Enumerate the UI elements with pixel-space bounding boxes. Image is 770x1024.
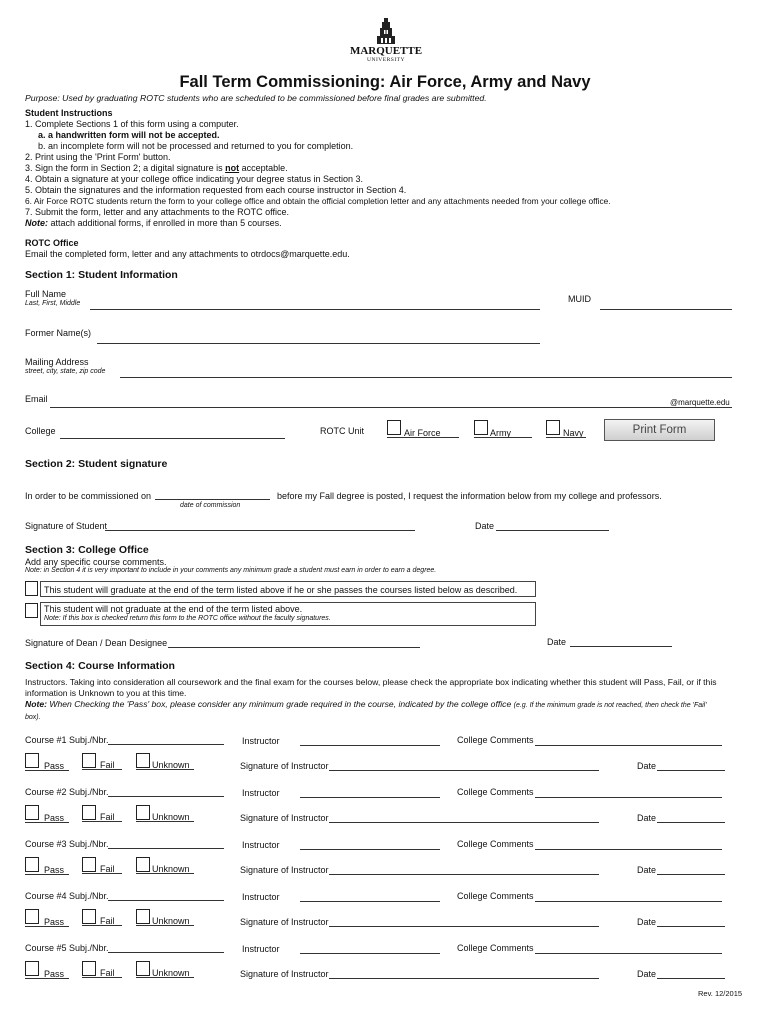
section4-note-label: Note:: [25, 699, 47, 709]
course-2-label: Course #2 Subj./Nbr.: [25, 787, 109, 797]
course-5-instructor-label: Instructor: [242, 944, 280, 954]
course-2-date-field[interactable]: [657, 822, 725, 823]
rotc-office-heading: ROTC Office: [25, 238, 79, 248]
course-3-unknown-label: Unknown: [152, 864, 190, 874]
section2-heading: Section 2: Student signature: [25, 458, 168, 470]
former-names-label: Former Name(s): [25, 328, 92, 338]
mailing-address-label: Mailing Address: [25, 357, 89, 367]
section4-instructions: [25, 677, 745, 723]
student-date-label: Date: [475, 521, 495, 531]
course-2-unknown-line: [136, 821, 194, 822]
instruction-4: 4. Obtain a signature at your college office indicating your degree status in Section 3.: [25, 174, 364, 184]
course-3-instructor-field[interactable]: [300, 849, 440, 850]
course-2-signature-label: Signature of Instructor: [240, 813, 329, 823]
instruction-3-not: not: [225, 163, 240, 173]
course-5-signature-label: Signature of Instructor: [240, 969, 329, 979]
student-signature-field[interactable]: [105, 530, 415, 531]
course-4-label: Course #4 Subj./Nbr.: [25, 891, 109, 901]
instructions-heading: Student Instructions: [25, 108, 113, 118]
course-4-comments-field[interactable]: [535, 901, 722, 902]
section4-note-text: When Checking the 'Pass' box, please consider any minimum grade required in the course, indicated by the college office: [46, 699, 514, 709]
section4-note-small: (e.g. If the minimum grade is not reached, then check the 'Fail': [513, 702, 707, 709]
section4-heading: Section 4: Course Information: [25, 660, 175, 672]
navy-checkbox[interactable]: [546, 420, 560, 435]
course-2-instructor-field[interactable]: [300, 797, 440, 798]
course-5-subj-field[interactable]: [108, 952, 224, 953]
will-not-graduate-label: This student will not graduate at the end of the term listed above.: [44, 604, 303, 614]
commission-date-hint: date of commission: [180, 502, 241, 509]
course-2-subj-field[interactable]: [108, 796, 224, 797]
course-3-date-field[interactable]: [657, 874, 725, 875]
commission-text-a: In order to be commissioned on: [25, 491, 152, 501]
commission-text-b: before my Fall degree is posted, I request the information below from my college and professors.: [277, 491, 662, 501]
course-5-fail-checkbox[interactable]: [82, 961, 96, 976]
air-force-line: [387, 437, 459, 438]
course-1-fail-line: [82, 769, 122, 770]
college-label: College: [25, 426, 56, 436]
student-date-field[interactable]: [496, 530, 609, 531]
instruction-5: 5. Obtain the signatures and the information requested from each course instructor in Section 4.: [25, 185, 407, 195]
course-3-pass-line: [25, 874, 69, 875]
instruction-3-b: acceptable.: [239, 163, 288, 173]
student-signature-label: Signature of Student: [25, 521, 108, 531]
instruction-1: 1. Complete Sections 1 of this form using a computer.: [25, 119, 239, 129]
air-force-label: Air Force: [404, 428, 441, 438]
will-not-graduate-note: Note: If this box is checked return this form to the ROTC office without the faculty signatures.: [44, 615, 331, 622]
logo-sub: UNIVERSITY: [367, 57, 405, 63]
course-5-pass-line: [25, 978, 69, 979]
army-checkbox[interactable]: [474, 420, 488, 435]
instruction-1a: a. a handwritten form will not be accepted.: [38, 130, 220, 140]
course-4-signature-field[interactable]: [329, 926, 599, 927]
course-4-unknown-checkbox[interactable]: [136, 909, 150, 924]
course-3-fail-checkbox[interactable]: [82, 857, 96, 872]
muid-field[interactable]: [600, 309, 732, 310]
army-line: [474, 437, 532, 438]
course-4-date-field[interactable]: [657, 926, 725, 927]
section4-instr-2: information is Unknown to you at this time.: [25, 688, 187, 698]
page-title: Fall Term Commissioning: Air Force, Army and Navy: [179, 73, 591, 91]
email-label: Email: [25, 394, 48, 404]
will-graduate-label: This student will graduate at the end of the term listed above if he or she passes the courses listed below as described.: [44, 585, 518, 595]
course-4-instructor-field[interactable]: [300, 901, 440, 902]
course-4-unknown-label: Unknown: [152, 916, 190, 926]
course-5-date-label: Date: [637, 969, 657, 979]
former-names-field[interactable]: [97, 343, 540, 344]
course-2-comments-field[interactable]: [535, 797, 722, 798]
course-4-instructor-label: Instructor: [242, 892, 280, 902]
full-name-field[interactable]: [90, 309, 540, 310]
full-name-label: Full Name: [25, 289, 67, 299]
full-name-hint: Last, First, Middle: [25, 300, 81, 307]
course-2-fail-line: [82, 821, 122, 822]
course-4-fail-label: Fail: [100, 916, 115, 926]
course-3-pass-checkbox[interactable]: [25, 857, 39, 872]
course-2-unknown-label: Unknown: [152, 812, 190, 822]
instruction-3-a: 3. Sign the form in Section 2; a digital signature is: [25, 163, 226, 173]
course-3-unknown-checkbox[interactable]: [136, 857, 150, 872]
course-3-comments-label: College Comments: [457, 839, 534, 849]
section1-heading: Section 1: Student Information: [25, 269, 178, 281]
course-1-signature-field[interactable]: [329, 770, 599, 771]
course-1-pass-checkbox[interactable]: [25, 753, 39, 768]
course-4-fail-line: [82, 925, 122, 926]
section4-instr-1: Instructors. Taking into consideration all coursework and the final exam for the courses below, please check the appropriate box indicating whether this student will Pass, Fail, or if this: [25, 677, 717, 687]
course-5-unknown-checkbox[interactable]: [136, 961, 150, 976]
course-3-pass-label: Pass: [44, 865, 65, 875]
instruction-3: [25, 163, 288, 173]
course-5-label: Course #5 Subj./Nbr.: [25, 943, 109, 953]
course-1-signature-label: Signature of Instructor: [240, 761, 329, 771]
course-4-unknown-line: [136, 925, 194, 926]
course-1-unknown-label: Unknown: [152, 760, 190, 770]
navy-label: Navy: [563, 428, 584, 438]
course-5-unknown-line: [136, 977, 194, 978]
course-5-instructor-field[interactable]: [300, 953, 440, 954]
course-1-fail-checkbox[interactable]: [82, 753, 96, 768]
email-field[interactable]: [50, 407, 732, 408]
course-4-pass-label: Pass: [44, 917, 65, 927]
course-3-instructor-label: Instructor: [242, 840, 280, 850]
course-4-fail-checkbox[interactable]: [82, 909, 96, 924]
section3-sub: Add any specific course comments.: [25, 557, 167, 567]
course-1-unknown-line: [136, 769, 194, 770]
course-2-pass-checkbox[interactable]: [25, 805, 39, 820]
course-5-pass-label: Pass: [44, 969, 65, 979]
instruction-1b: b. an incomplete form will not be processed and returned to you for completion.: [38, 141, 354, 151]
print-form-button[interactable]: Print Form: [604, 419, 715, 441]
dean-signature-field[interactable]: [168, 647, 420, 648]
section4-note-small2: box).: [25, 714, 41, 721]
course-5-signature-field[interactable]: [329, 978, 599, 979]
course-5-pass-checkbox[interactable]: [25, 961, 39, 976]
rotc-unit-label: ROTC Unit: [320, 426, 365, 436]
dean-date-label: Date: [547, 637, 567, 647]
instruction-7: 7. Submit the form, letter and any attachments to the ROTC office.: [25, 207, 289, 217]
email-domain: @marquette.edu: [670, 398, 730, 407]
purpose-text: Purpose: Used by graduating ROTC students who are scheduled to be commissioned before final grades are submitted.: [25, 93, 487, 103]
tower-icon: [375, 18, 397, 44]
mailing-address-hint: street, city, state, zip code: [25, 368, 106, 375]
air-force-checkbox[interactable]: [387, 420, 401, 435]
instruction-note: [25, 218, 282, 228]
course-2-pass-label: Pass: [44, 813, 65, 823]
course-1-instructor-field[interactable]: [300, 745, 440, 746]
course-5-comments-label: College Comments: [457, 943, 534, 953]
mailing-address-field[interactable]: [120, 377, 732, 378]
instruction-6: 6. Air Force ROTC students return the form to your college office and obtain the official completion letter and any attachments needed from your college office.: [25, 196, 611, 206]
will-graduate-checkbox[interactable]: [25, 581, 38, 596]
logo-name: MARQUETTE: [349, 45, 423, 57]
course-5-fail-line: [82, 977, 122, 978]
course-2-date-label: Date: [637, 813, 657, 823]
course-1-pass-label: Pass: [44, 761, 65, 771]
course-1-comments-label: College Comments: [457, 735, 534, 745]
course-3-fail-line: [82, 873, 122, 874]
course-1-unknown-checkbox[interactable]: [136, 753, 150, 768]
dean-signature-label: Signature of Dean / Dean Designee: [25, 638, 168, 648]
dean-date-field[interactable]: [570, 646, 672, 647]
course-2-unknown-checkbox[interactable]: [136, 805, 150, 820]
course-2-comments-label: College Comments: [457, 787, 534, 797]
course-3-fail-label: Fail: [100, 864, 115, 874]
course-2-fail-label: Fail: [100, 812, 115, 822]
course-5-unknown-label: Unknown: [152, 968, 190, 978]
course-3-signature-label: Signature of Instructor: [240, 865, 329, 875]
course-3-date-label: Date: [637, 865, 657, 875]
course-1-subj-field[interactable]: [108, 744, 224, 745]
course-1-pass-line: [25, 770, 69, 771]
section3-heading: Section 3: College Office: [25, 544, 149, 556]
course-2-signature-field[interactable]: [329, 822, 599, 823]
course-4-subj-field[interactable]: [108, 900, 224, 901]
course-5-comments-field[interactable]: [535, 953, 722, 954]
course-1-fail-label: Fail: [100, 760, 115, 770]
course-5-date-field[interactable]: [657, 978, 725, 979]
revision-label: Rev. 12/2015: [698, 989, 743, 998]
college-field[interactable]: [60, 438, 285, 439]
note-label: Note:: [25, 218, 48, 228]
course-1-date-label: Date: [637, 761, 657, 771]
course-4-comments-label: College Comments: [457, 891, 534, 901]
army-label: Army: [490, 428, 511, 438]
course-1-comments-field[interactable]: [535, 745, 722, 746]
course-3-signature-field[interactable]: [329, 874, 599, 875]
course-2-instructor-label: Instructor: [242, 788, 280, 798]
commission-date-field[interactable]: [155, 499, 270, 500]
course-4-pass-checkbox[interactable]: [25, 909, 39, 924]
rotc-office-text: Email the completed form, letter and any attachments to otrdocs@marquette.edu.: [25, 249, 350, 259]
instruction-2: 2. Print using the 'Print Form' button.: [25, 152, 171, 162]
course-1-date-field[interactable]: [657, 770, 725, 771]
navy-line: [546, 437, 586, 438]
course-4-date-label: Date: [637, 917, 657, 927]
course-3-label: Course #3 Subj./Nbr.: [25, 839, 109, 849]
course-3-unknown-line: [136, 873, 194, 874]
course-2-pass-line: [25, 822, 69, 823]
course-3-comments-field[interactable]: [535, 849, 722, 850]
section3-note: Note: in Section 4 it is very important to include in your comments any minimum grade a student must earn in order to earn a degree.: [25, 567, 437, 574]
course-4-pass-line: [25, 926, 69, 927]
course-1-instructor-label: Instructor: [242, 736, 280, 746]
will-not-graduate-checkbox[interactable]: [25, 603, 38, 618]
course-5-fail-label: Fail: [100, 968, 115, 978]
course-2-fail-checkbox[interactable]: [82, 805, 96, 820]
course-1-label: Course #1 Subj./Nbr.: [25, 735, 109, 745]
course-4-signature-label: Signature of Instructor: [240, 917, 329, 927]
note-text: attach additional forms, if enrolled in more than 5 courses.: [48, 218, 282, 228]
muid-label: MUID: [568, 294, 591, 304]
course-3-subj-field[interactable]: [108, 848, 224, 849]
